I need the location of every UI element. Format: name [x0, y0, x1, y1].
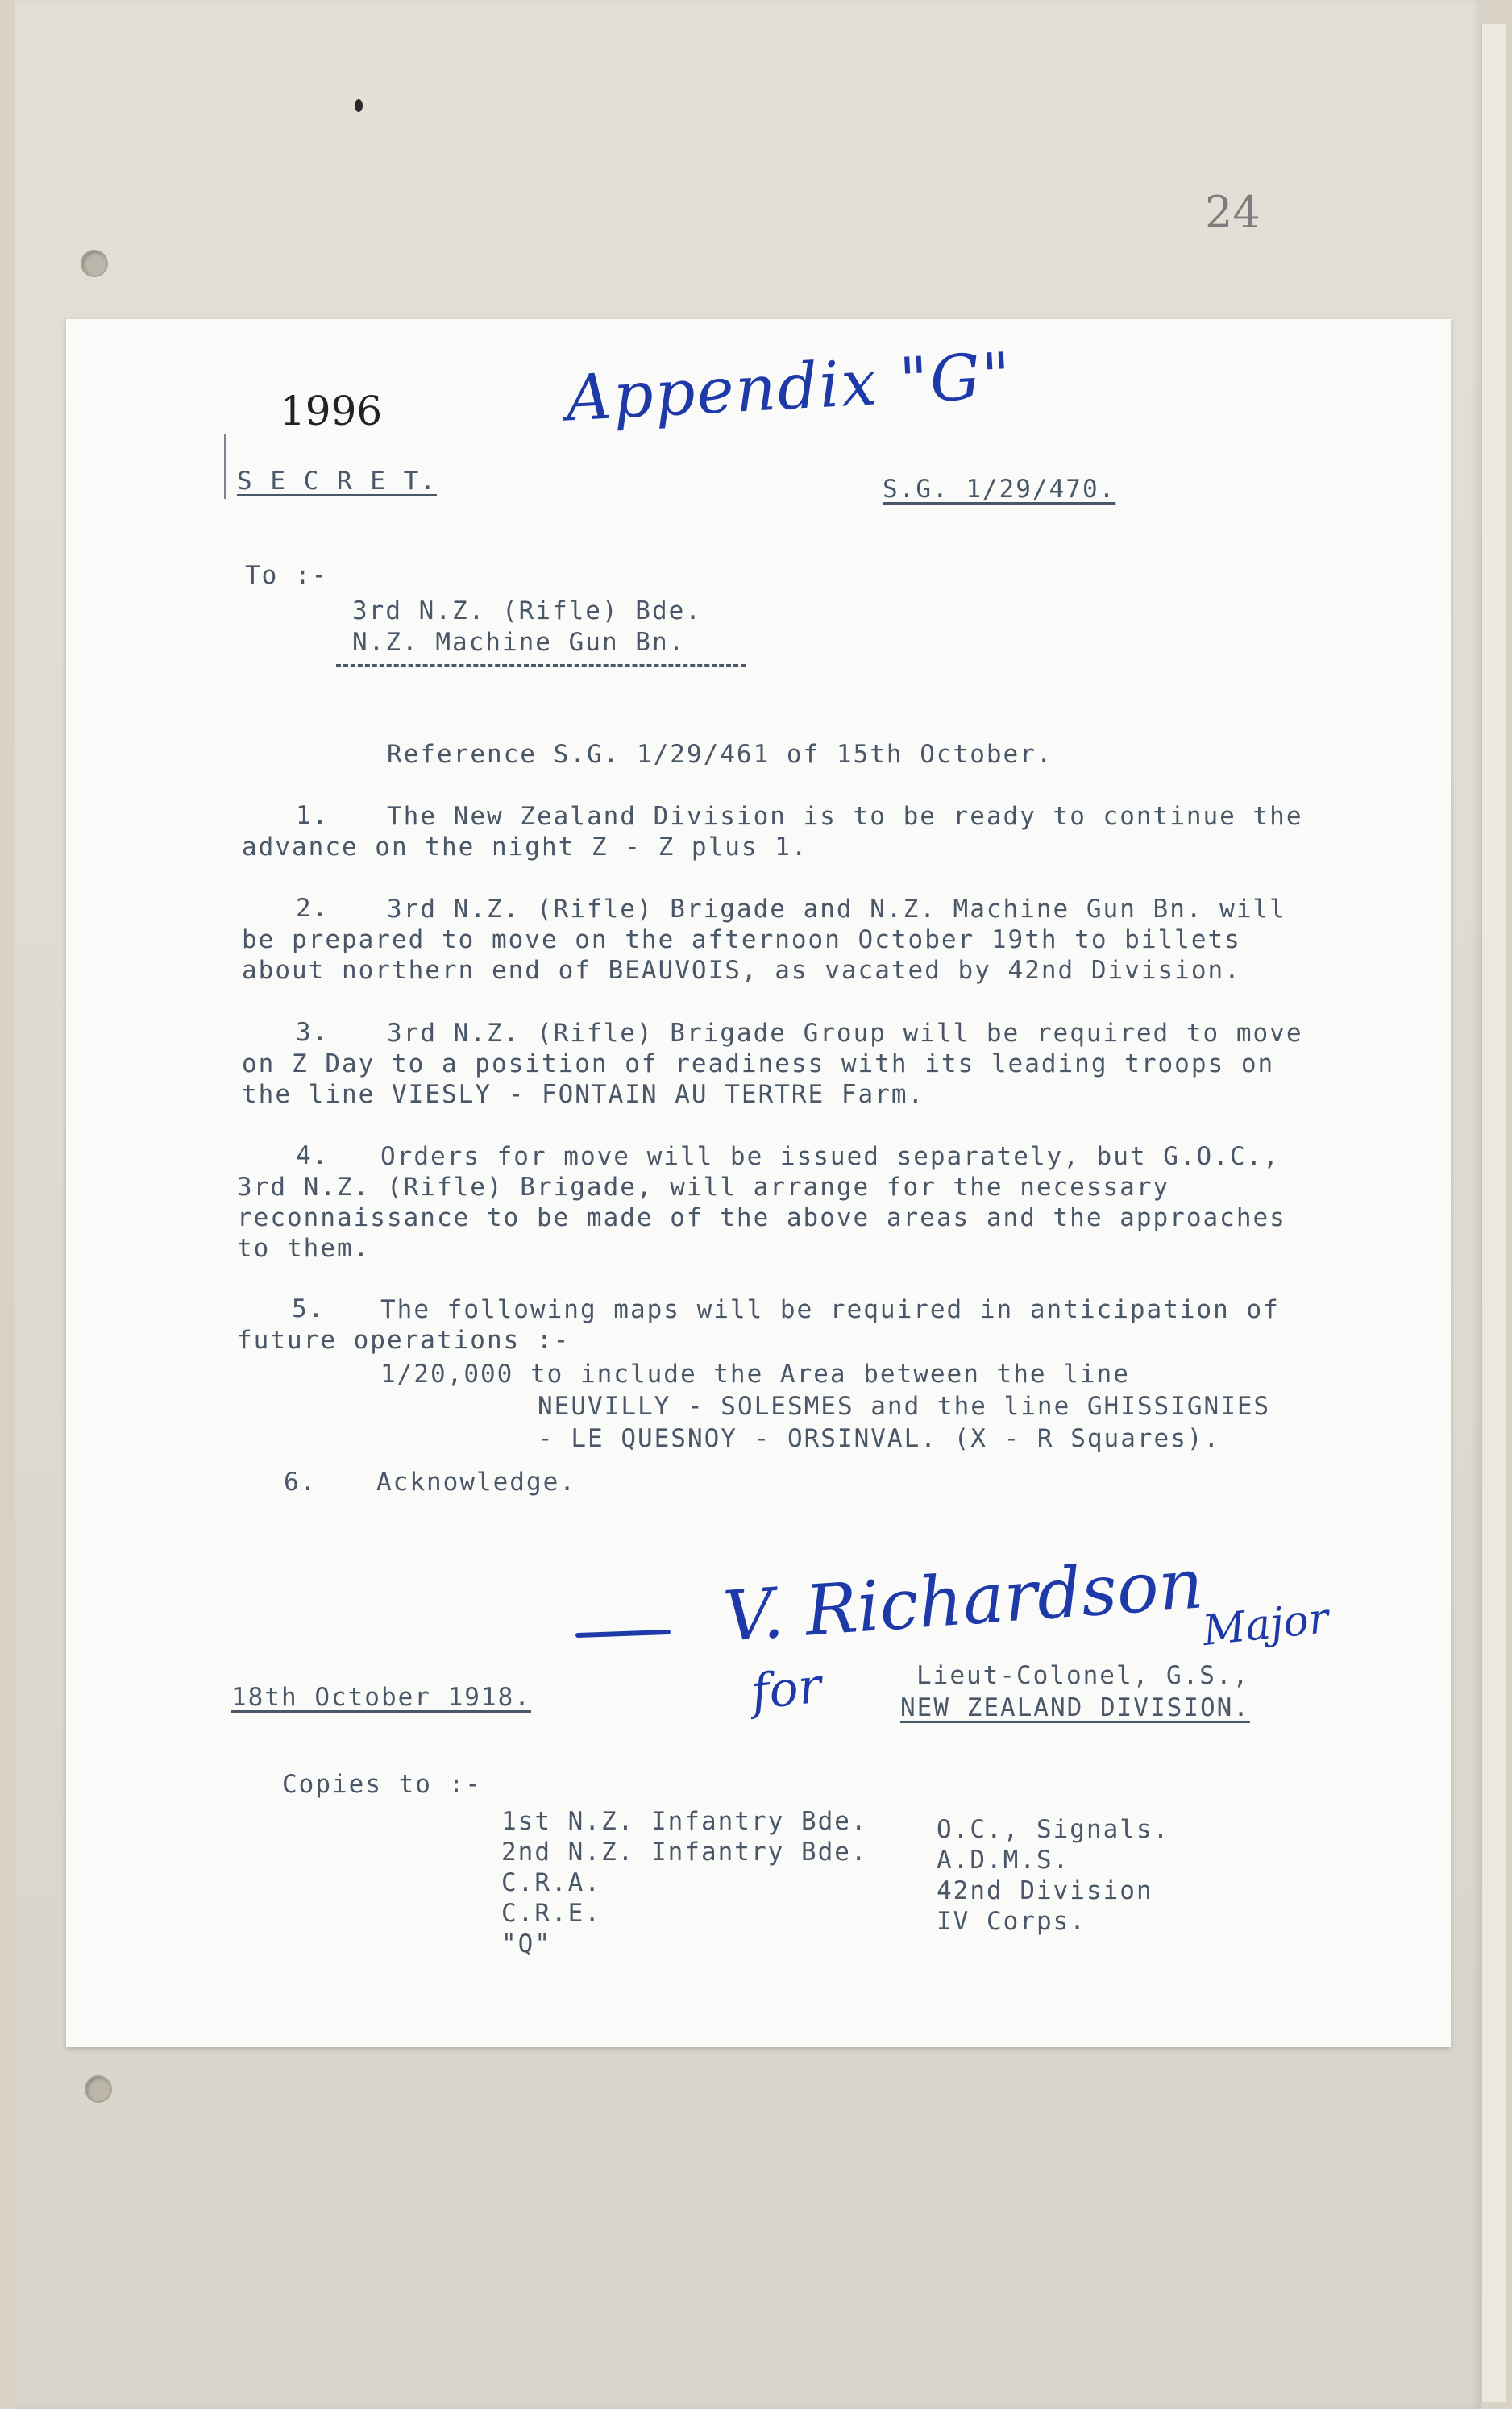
paragraph-line: The New Zealand Division is to be ready to continue the [387, 802, 1303, 831]
paragraph-line: future operations :- [237, 1326, 571, 1355]
map-line: - LE QUESNOY - ORSINVAL. (X - R Squares). [538, 1424, 1221, 1453]
paragraph-number: 4. [296, 1141, 330, 1170]
recipient: 3rd N.Z. (Rifle) Bde. [352, 596, 702, 625]
paragraph-line: reconnaissance to be made of the above areas and the approaches [237, 1203, 1286, 1232]
margin-mark [224, 434, 226, 499]
copy-recipient: "Q" [501, 1929, 551, 1958]
map-line: 1/20,000 to include the Area between the line [380, 1360, 1130, 1389]
archive-page-edge [1481, 24, 1506, 2402]
page-number: 24 [1205, 187, 1261, 238]
paragraph-number: 5. [292, 1294, 326, 1323]
paragraph-line: The following maps will be required in anticipation of [380, 1295, 1280, 1324]
appendix-annotation: Appendix "G" [564, 339, 1015, 436]
paragraph-number: 3. [296, 1018, 330, 1047]
paragraph-line: 3rd N.Z. (Rifle) Brigade, will arrange for the necessary [237, 1173, 1170, 1202]
to-label: To :- [245, 561, 329, 590]
memo-date: 18th October 1918. [231, 1683, 531, 1712]
paragraph-number: 1. [296, 801, 330, 830]
copy-recipient: 2nd N.Z. Infantry Bde. [501, 1838, 868, 1867]
paragraph-line: 3rd N.Z. (Rifle) Brigade Group will be required to move [387, 1019, 1303, 1048]
paragraph-line: on Z Day to a position of readiness with its leading troops on [242, 1049, 1275, 1078]
paragraph-line: the line VIESLY - FONTAIN AU TERTRE Farm. [242, 1080, 925, 1109]
paragraph-line: Orders for move will be issued separately, but G.O.C., [380, 1142, 1280, 1171]
signatory-title: Lieut-Colonel, G.S., [916, 1661, 1250, 1690]
signature-dash [575, 1630, 671, 1638]
copy-recipient: A.D.M.S. [937, 1846, 1070, 1875]
handwritten-for: for [748, 1657, 825, 1722]
paragraph-number: 6. [284, 1468, 318, 1497]
copy-recipient: C.R.E. [501, 1899, 601, 1928]
copies-label: Copies to :- [282, 1770, 482, 1799]
paragraph-line: be prepared to move on the afternoon October 19th to billets [242, 925, 1241, 954]
copy-recipient: O.C., Signals. [937, 1815, 1170, 1844]
punch-hole [85, 2075, 112, 2103]
reference-number: S.G. 1/29/470. [883, 475, 1116, 504]
copy-recipient: IV Corps. [937, 1907, 1086, 1936]
paragraph-number: 2. [296, 894, 330, 923]
handwritten-signature: V. Richardson [721, 1543, 1207, 1658]
recipient-divider [336, 664, 746, 667]
reference-line: Reference S.G. 1/29/461 of 15th October. [387, 740, 1053, 769]
file-number: 1996 [280, 388, 383, 434]
recipient: N.Z. Machine Gun Bn. [352, 628, 686, 657]
map-line: NEUVILLY - SOLESMES and the line GHISSIGNIES [538, 1392, 1271, 1421]
signatory-unit: NEW ZEALAND DIVISION. [900, 1693, 1250, 1722]
copy-recipient: C.R.A. [501, 1868, 601, 1897]
classification: S E C R E T. [237, 467, 437, 496]
acknowledge-text: Acknowledge. [376, 1468, 576, 1497]
paragraph-line: to them. [237, 1234, 371, 1263]
paragraph-line: 3rd N.Z. (Rifle) Brigade and N.Z. Machine Gun Bn. will [387, 895, 1286, 924]
handwritten-rank: Major [1200, 1593, 1331, 1656]
paragraph-line: about northern end of BEAUVOIS, as vacated by 42nd Division. [242, 956, 1241, 985]
copy-recipient: 1st N.Z. Infantry Bde. [501, 1807, 868, 1836]
punch-hole [81, 250, 108, 277]
copy-recipient: 42nd Division [937, 1876, 1153, 1905]
typed-memo-sheet [66, 319, 1451, 2047]
ink-spot [355, 99, 363, 112]
paragraph-line: advance on the night Z - Z plus 1. [242, 833, 808, 862]
